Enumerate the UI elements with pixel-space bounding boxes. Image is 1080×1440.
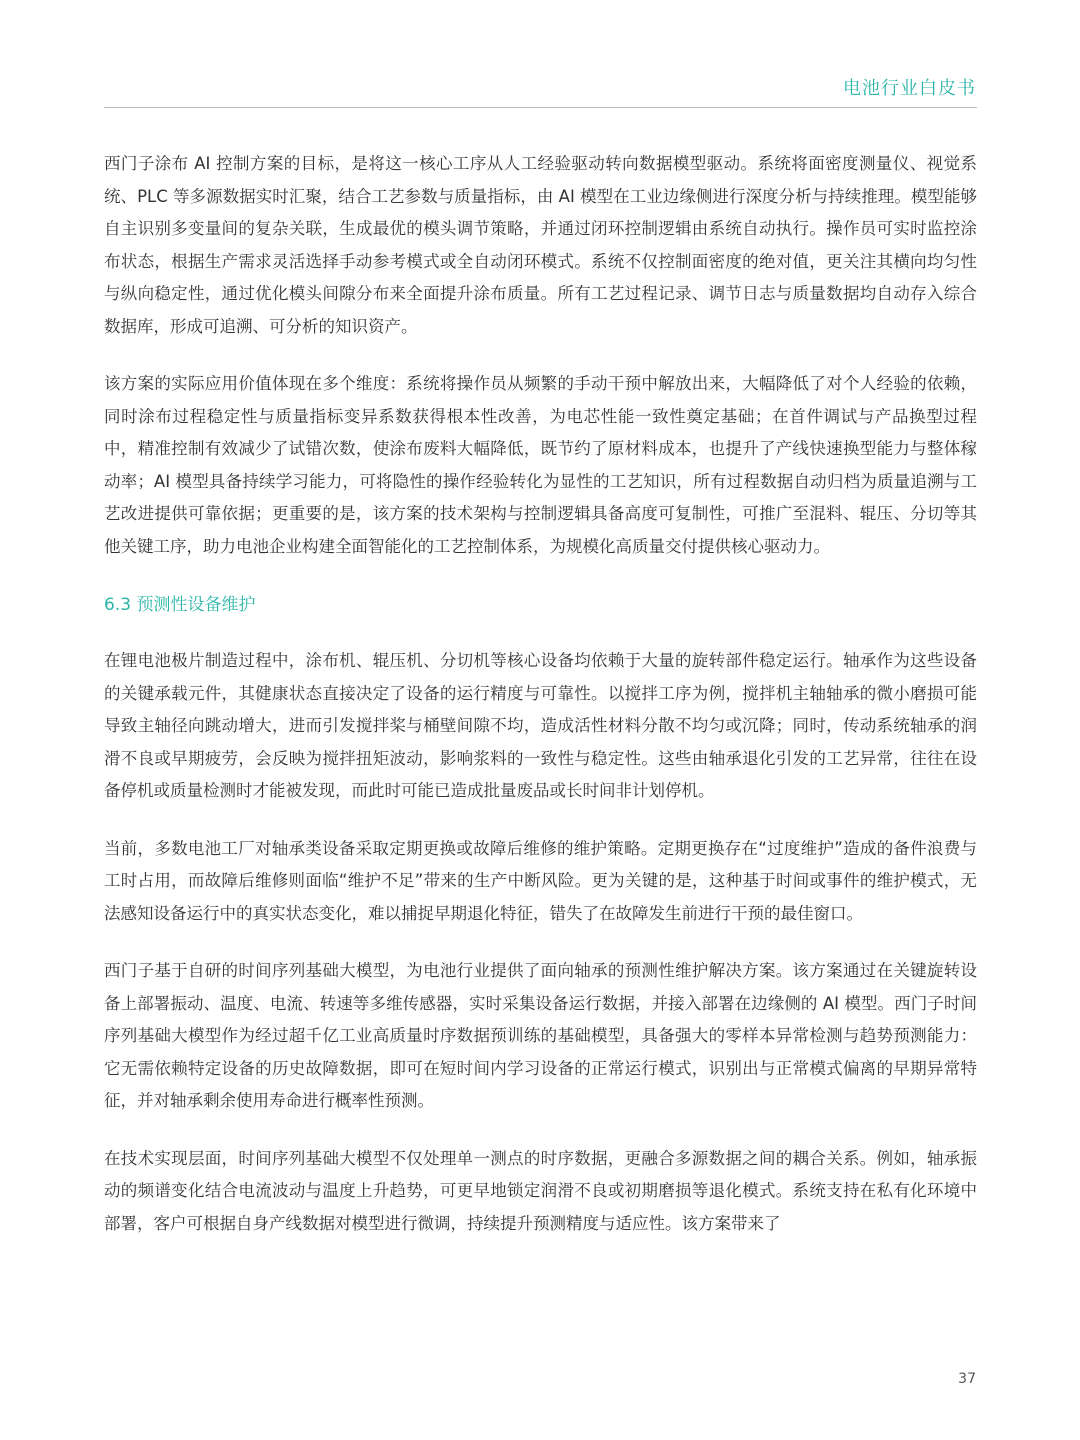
paragraph-current-maintenance: 当前，多数电池工厂对轴承类设备采取定期更换或故障后维修的维护策略。定期更换存在“过度维护”造成的备件浪费与工时占用，而故障后维修则面临“维护不足”带来的生产中断风险。更为关键的是，这种基于时间或事件的维护模式，无法感知设备运行中的真实状态变化，难以捕捉早期退化特征，错失了在故障发生前进行干预的最佳窗口。: [104, 838, 977, 923]
page-number: 37: [958, 1371, 976, 1387]
paragraph-siemens-solution: 西门子基于自研的时间序列基础大模型，为电池行业提供了面向轴承的预测性维护解决方案。该方案通过在关键旋转设备上部署振动、温度、电流、转速等多维传感器，实时采集设备运行数据，并接入部署在边缘侧的 AI 模型。西门子时间序列基础大模型作为经过超千亿工业高质量时序数据预训练的基础模型，具备强大的零样本异常检测与趋势预测能力：它无需依赖特定设备的历史故障数据，即可在短时间内学习设备的正常运行模式，识别出与正常模式偏离的早期异常特征，并对轴承剩余使用寿命进行概率性预测。: [104, 961, 977, 1110]
paragraph-coating-ai-goal: 西门子涂布 AI 控制方案的目标，是将这一核心工序从人工经验驱动转向数据模型驱动。系统将面密度测量仪、视觉系统、PLC 等多源数据实时汇聚，结合工艺参数与质量指标，由 AI 模型在工业边缘侧进行深度分析与持续推理。模型能够自主识别多变量间的复杂关联，生成最优的模头调节策略，并通过闭环控制逻辑由系统自动执行。操作员可实时监控涂布状态，根据生产需求灵活选择手动参考模式或全自动闭环模式。系统不仅控制面密度的绝对值，更关注其横向均匀性与纵向稳定性，通过优化模头间隙分布来全面提升涂布质量。所有工艺过程记录、调节日志与质量数据均自动存入综合数据库，形成可追溯、可分析的知识资产。: [104, 154, 977, 336]
paragraph-coating-ai-value: 该方案的实际应用价值体现在多个维度：系统将操作员从频繁的手动干预中解放出来，大幅降低了对个人经验的依赖，同时涂布过程稳定性与质量指标变异系数获得根本性改善，为电芯性能一致性奠定基础；在首件调试与产品换型过程中，精准控制有效减少了试错次数，使涂布废料大幅降低，既节约了原材料成本，也提升了产线快速换型能力与整体稼动率；AI 模型具备持续学习能力，可将隐性的操作经验转化为显性的工艺知识，所有过程数据自动归档为质量追溯与工艺改进提供可靠依据；更重要的是，该方案的技术架构与控制逻辑具备高度可复制性，可推广至混料、辊压、分切等其他关键工序，助力电池企业构建全面智能化的工艺控制体系，为规模化高质量交付提供核心驱动力。: [104, 374, 977, 556]
header-divider: [104, 107, 977, 108]
section-heading-predictive-maintenance: 6.3 预测性设备维护: [104, 595, 256, 615]
body-content: [104, 148, 977, 1240]
paragraph-technical-implementation: 在技术实现层面，时间序列基础大模型不仅处理单一测点的时序数据，更融合多源数据之间的耦合关系。例如，轴承振动的频谱变化结合电流波动与温度上升趋势，可更早地锁定润滑不良或初期磨损等退化模式。系统支持在私有化环境中部署，客户可根据自身产线数据对模型进行微调，持续提升预测精度与适应性。该方案带来了: [104, 1148, 977, 1233]
paragraph-bearing-importance: 在锂电池极片制造过程中，涂布机、辊压机、分切机等核心设备均依赖于大量的旋转部件稳定运行。轴承作为这些设备的关键承载元件，其健康状态直接决定了设备的运行精度与可靠性。以搅拌工序为例，搅拌机主轴轴承的微小磨损可能导致主轴径向跳动增大，进而引发搅拌桨与桶壁间隙不均，造成活性材料分散不均匀或沉降；同时，传动系统轴承的润滑不良或早期疲劳，会反映为搅拌扭矩波动，影响浆料的一致性与稳定性。这些由轴承退化引发的工艺异常，往往在设备停机或质量检测时才能被发现，而此时可能已造成批量废品或长时间非计划停机。: [104, 651, 977, 800]
running-header-title: 电池行业白皮书: [843, 78, 976, 99]
